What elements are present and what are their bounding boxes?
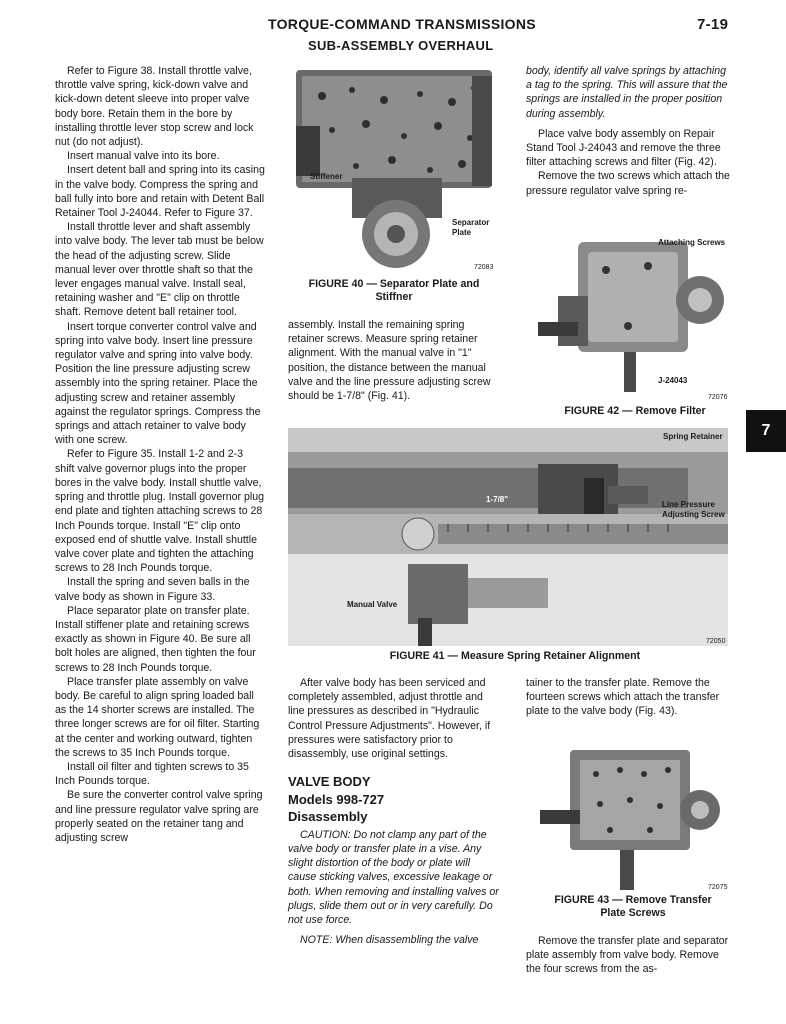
- right-column-lower: [526, 676, 734, 719]
- figure-43-photo: [530, 740, 728, 890]
- page-header-subtitle: SUB-ASSEMBLY OVERHAUL: [308, 38, 494, 53]
- figure-41-photo: [288, 428, 728, 646]
- page-header-title: TORQUE-COMMAND TRANSMISSIONS: [268, 16, 536, 32]
- figure-40-callout-separator: Separator Plate: [452, 218, 490, 237]
- right-paragraph: Remove the transfer plate and separator plate assembly from valve body. Remove the four screws from the as-: [526, 935, 729, 976]
- left-paragraph: Place separator plate on transfer plate. Install stiffener plate and retaining screws exactly as shown in Figure 40. Be sure all bolt holes are aligned, then tighten the four screws to 28 Inch Pounds torque.: [55, 604, 256, 674]
- left-column: [55, 64, 265, 845]
- figure-41-photo-number: 72050: [706, 638, 726, 645]
- section-subheading: Models 998-727: [288, 792, 385, 808]
- right-italic-paragraph: body, identify all valve springs by attaching a tag to the spring. This will assure that the springs are installed in the proper position during assembly.: [526, 65, 728, 120]
- right-paragraph: Remove the two screws which attach the pressure regulator valve spring re-: [526, 170, 730, 197]
- figure-43-caption: FIGURE 43 — Remove Transfer Plate Screws: [554, 894, 712, 919]
- left-paragraph: Install throttle lever and shaft assembly into valve body. The lever tab must be below the head of the adjusting screw. Slide manual lever over throttle shaft so that the lever engages manual valve. Install seal, retaining washer and "E" clip on throttle shaft. Remove detent ball retainer tool.: [55, 221, 264, 319]
- figure-41-caption: FIGURE 41 — Measure Spring Retainer Alignment: [389, 650, 641, 662]
- figure-40-caption: FIGURE 40 — Separator Plate and Stiffner: [308, 278, 480, 303]
- left-paragraph: Insert detent ball and spring into its casing in the valve body. Compress the spring and ball fully into bore and retain with Detent Ball Retainer Tool J-24044. Refer to Figure 37.: [55, 164, 265, 220]
- caution-paragraph: CAUTION: Do not clamp any part of the valve body or transfer plate in a vise. Any slight distortion of the body or plate will cause sticking valves, excessive leakage or both. When removing and installing valves or plugs, slide them out or in very carefully. Do not use force.: [288, 828, 499, 927]
- figure-42-callout-tool: J-24043: [658, 376, 688, 385]
- left-paragraph: Install oil filter and tighten screws to 35 Inch Pounds torque.: [55, 760, 249, 788]
- left-paragraph: Refer to Figure 35. Install 1-2 and 2-3 shift valve governor plugs into the proper bores in the valve body. Install shuttle valve, spring and throttle plug. Install governor plug end plate and tighten attaching screws to 28 Inch Pounds torque. Install "E" clip onto exposed end of shuttle valve. Install shuttle valve cover plate and tighten the attaching screws to 28 Inch Pounds torque.: [55, 448, 265, 575]
- figure-40-photo-number: 72083: [474, 264, 494, 271]
- section-subheading: Disassembly: [288, 808, 368, 824]
- figure-42-callout-attaching-screws: Attaching Screws: [658, 238, 726, 247]
- figure-42-photo-number: 72076: [708, 394, 728, 401]
- right-paragraph: tainer to the transfer plate. Remove the fourteen screws which attach the transfer plate to the valve body (Fig. 43).: [526, 677, 720, 718]
- left-paragraph: Refer to Figure 38. Install throttle valve, throttle valve spring, kick-down valve and kick-down detent sleeve into proper valve body bore. Retain them in the bore by installing throttle lever stop screw and lock nut (do not adjust).: [55, 65, 254, 149]
- section-heading: VALVE BODY: [288, 774, 371, 790]
- section-tab: 7: [746, 410, 786, 452]
- left-paragraph: Install the spring and seven balls in the valve body as shown in Figure 33.: [55, 576, 250, 603]
- left-paragraph: Insert torque converter control valve and spring into valve body. Insert line pressure regulator valve and spring into valve body. Position the line pressure adjusting screw assembly into the spring retainer. Place the adjusting screw and retainer assembly against the regulator springs. Compress the springs and attach retainer to valve body with one screw.: [55, 320, 261, 447]
- middle-paragraph: After valve body has been serviced and completely assembled, adjust throttle and line pressures as described in "Hydraulic Control Pressure Adjustments". However, if pressures were satisfactory prior to disassembly, use original settings.: [288, 677, 491, 761]
- page-number: 7-19: [697, 16, 729, 33]
- middle-paragraph: assembly. Install the remaining spring retainer screws. Measure spring retainer alignment. With the manual valve in "1" position, the distance between the manual valve and the line pressure adjusting screw should be 1-7/8" (Fig. 41).: [288, 319, 491, 403]
- figure-41-callout-spring-retainer: Spring Retainer: [663, 432, 723, 441]
- figure-43-photo-number: 72075: [708, 884, 728, 891]
- middle-column-lower: [288, 676, 500, 947]
- figure-40-callout-stiffener: Stiffener: [310, 172, 343, 181]
- left-paragraph: Place transfer plate assembly on valve body. Be careful to align spring loaded ball as the 14 shorter screws are installed. The three longer screws are for oil filter. Starting at the center and working outward, tighten the screws to 35 Inch Pounds torque.: [55, 675, 260, 759]
- left-paragraph: Insert manual valve into its bore.: [67, 150, 220, 163]
- figure-42-photo: [528, 236, 732, 392]
- figure-42-caption: FIGURE 42 — Remove Filter: [564, 405, 706, 417]
- figure-41-callout-dimension: 1-7/8": [486, 495, 509, 504]
- right-column-upper: [526, 64, 734, 198]
- middle-column-upper: [288, 318, 500, 403]
- figure-41-callout-adjusting-screw: Line Pressure Adjusting Screw: [662, 500, 725, 519]
- right-column-bottom: [526, 934, 734, 977]
- figure-40-photo: [292, 66, 498, 276]
- left-paragraph: Be sure the converter control valve spring and line pressure regulator valve spring are properly seated on the retainer tang and adjusting screw: [55, 789, 263, 844]
- figure-41-callout-manual-valve: Manual Valve: [347, 600, 398, 609]
- right-paragraph: Place valve body assembly on Repair Stand Tool J-24043 and remove the three filter attaching screws and filter (Fig. 42).: [526, 127, 721, 169]
- note-paragraph: NOTE: When disassembling the valve: [300, 934, 479, 947]
